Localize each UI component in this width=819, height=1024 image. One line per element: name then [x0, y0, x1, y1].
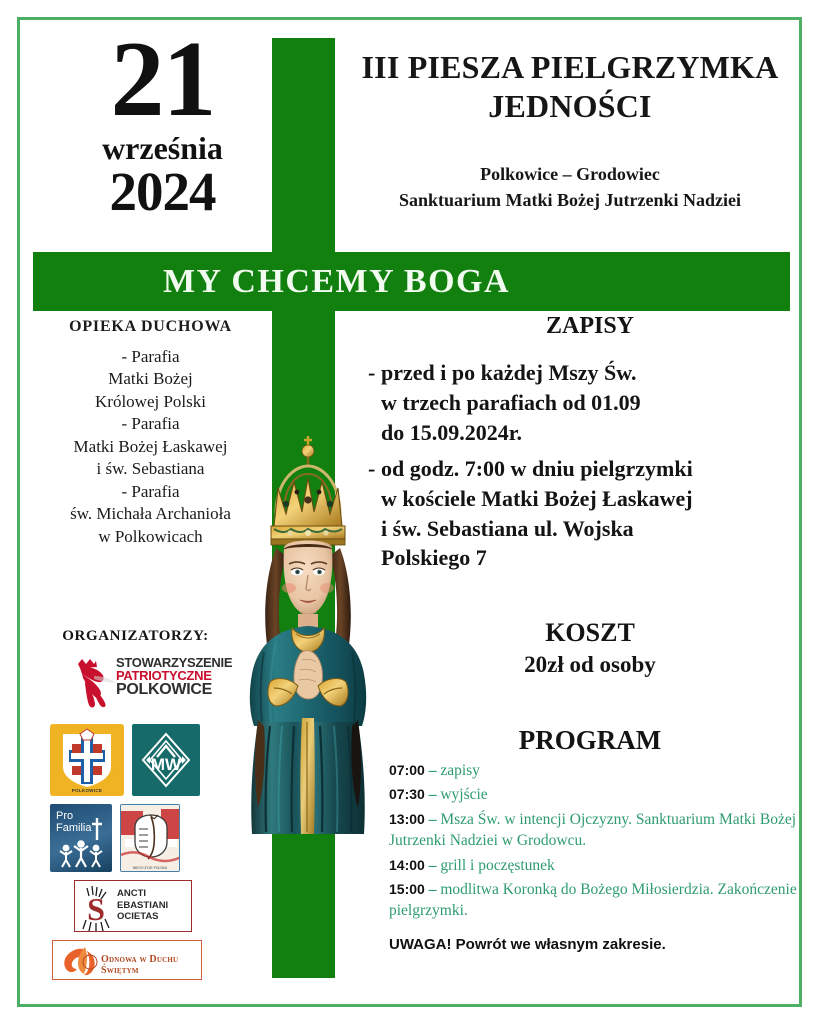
cost-title: KOSZT — [545, 618, 635, 647]
spp-line1: STOWARZYSZENIE — [116, 655, 233, 670]
crown — [271, 436, 345, 545]
organizers-title: ORGANIZATORZY: — [62, 628, 209, 644]
spiritual-care-line: w Polkowicach — [98, 526, 203, 546]
date-day: 21 — [110, 20, 215, 139]
spiritual-care-line: Matki Bożej — [108, 369, 193, 389]
spp-line2: PATRIOTYCZNE — [116, 668, 212, 683]
svg-text:MW: MW — [150, 755, 182, 774]
madonna-of-grodowiec-statue — [214, 430, 404, 850]
registration-item-line: w trzech parafiach od 01.09 — [381, 389, 641, 415]
program-note: UWAGA! Powrót we własnym zakresie. — [389, 936, 666, 953]
date-month: września — [102, 130, 223, 166]
program-row — [389, 809, 809, 852]
ssb-line1: ANCTI — [117, 888, 147, 899]
registration-item-line: przed i po każdej Mszy Św. — [381, 360, 637, 385]
registration-item — [368, 358, 798, 448]
cost-value: 20zł od osoby — [524, 652, 656, 677]
page-title-line1: III PIESZA PIELGRZYMKA — [361, 49, 779, 85]
program-time: 07:30 — [389, 786, 425, 803]
coat-of-arms-label: POLKOWICE — [71, 788, 103, 793]
program-time: 07:00 — [389, 762, 425, 778]
registration-list — [368, 358, 798, 579]
registration-item-dash: - — [368, 455, 376, 481]
shield-cross-icon — [50, 724, 124, 796]
registration-item — [368, 454, 798, 574]
arrows-s-icon — [77, 882, 121, 932]
fist-icon — [121, 805, 180, 872]
program-text: wyjście — [440, 786, 488, 804]
odnowa-w-duchu-swietym-logo — [52, 940, 202, 980]
registration-item-line: i św. Sebastiana ul. Wojska — [381, 515, 634, 541]
event-date — [55, 20, 270, 222]
polkowice-coat-of-arms-logo — [50, 724, 124, 796]
face — [282, 541, 334, 617]
program-title: PROGRAM — [518, 725, 662, 755]
program-time: 15:00 — [389, 880, 425, 897]
poster-header — [340, 48, 800, 213]
slogan-banner — [33, 252, 790, 311]
program-text: zapisy — [440, 762, 480, 779]
spp-line3: POLKOWICE — [116, 681, 212, 698]
madonna-statue-image — [214, 430, 404, 850]
spiritual-care-title: OPIEKA DUCHOWA — [69, 318, 232, 335]
registration-item-line: w kościele Matki Bożej Łaskawej — [381, 485, 693, 511]
spiritual-care-line: Matki Bożej Łaskawej — [73, 436, 228, 456]
registration-title: ZAPISY — [545, 313, 635, 339]
registration-item-line: do 15.09.2024r. — [381, 419, 522, 445]
header-subtitle-route: Polkowice – Grodowiec — [480, 164, 660, 185]
praying-hands — [294, 651, 323, 699]
svg-text:S: S — [87, 891, 105, 927]
spiritual-care-line: - Parafia — [121, 347, 180, 366]
spiritual-care-line: - Parafia — [121, 481, 180, 501]
pro-familia-line2: Familia — [56, 821, 92, 834]
program-separator: – — [428, 856, 437, 874]
spiritual-care-line: - Parafia — [121, 414, 180, 434]
ssb-wordmark — [117, 888, 168, 923]
dove-flame-icon — [57, 943, 103, 979]
program-row — [389, 855, 809, 876]
pro-familia-logo — [50, 804, 112, 872]
spiritual-care-line: Królowej Polski — [95, 391, 206, 411]
family-cross-icon — [50, 804, 112, 872]
mw-emblem-icon — [132, 724, 200, 796]
stowarzyszenie-patriotyczne-polkowice-logo — [70, 652, 233, 714]
program-row — [389, 760, 809, 781]
sancti-sebastiani-societas-logo — [74, 880, 192, 932]
solidarity-fist-logo — [120, 804, 180, 872]
ssb-line2: EBASTIANI — [117, 899, 169, 911]
program-separator: – — [428, 762, 437, 779]
ssb-line3: OCIETAS — [117, 911, 159, 923]
program-separator: – — [428, 810, 437, 828]
slogan-text: MY CHCEMY BOGA — [162, 262, 511, 300]
program-separator: – — [428, 786, 437, 804]
program-time: 14:00 — [389, 856, 425, 873]
header-subtitle-sanctuary: Sanktuarium Matki Bożej Jutrzenki Nadziei — [399, 189, 741, 210]
spiritual-care-line: i św. Sebastiana — [96, 459, 205, 479]
registration-item-line: od godz. 7:00 w dniu pielgrzymki — [381, 455, 693, 481]
spiritual-care-line: św. Michała Archanioła — [70, 504, 231, 524]
program-time: 13:00 — [389, 810, 425, 827]
program-text: modlitwa Koronką do Bożego Miłosierdzia. Zakończenie pielgrzymki. — [389, 880, 797, 920]
program-schedule — [389, 760, 809, 925]
registration-item-dash: - — [368, 360, 376, 385]
page-title-line2: JEDNOŚCI — [488, 88, 652, 125]
program-separator: – — [428, 880, 437, 898]
program-row — [389, 879, 809, 922]
program-row — [389, 784, 809, 805]
mlodziez-wszechpolska-logo — [132, 724, 200, 796]
eagle-icon — [70, 656, 116, 710]
odnowa-wordmark: Odnowa w Duchu Świętym — [101, 954, 179, 976]
program-text: Msza Św. w intencji Ojczyzny. Sanktuarium Matki Bożej Jutrzenki Nadziei w Grodowcu. — [389, 810, 797, 850]
registration-item-line: Polskiego 7 — [381, 545, 487, 571]
pro-familia-line1: Pro — [56, 810, 74, 822]
program-text: grill i poczęstunek — [440, 856, 555, 874]
date-year: 2024 — [109, 160, 216, 222]
fist-logo-caption: NIECH ŻYJE POLSKA — [132, 866, 168, 870]
